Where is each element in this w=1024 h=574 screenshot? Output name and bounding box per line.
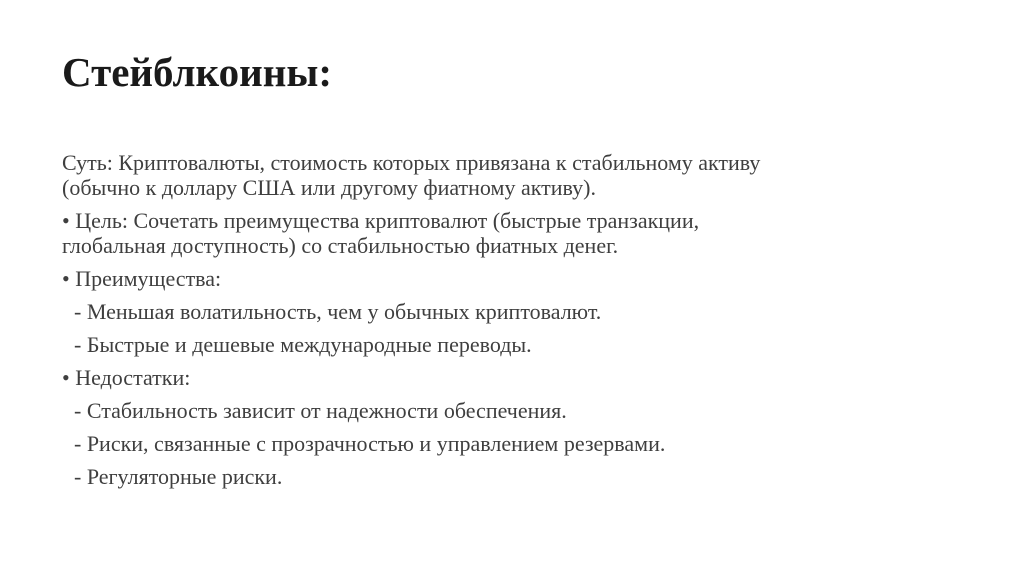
goal-paragraph xyxy=(62,208,962,258)
slide-title: Стейблкоины: xyxy=(62,49,333,95)
intro-line-2: (обычно к доллару США или другому фиатному активу). xyxy=(62,175,596,200)
advantage-item: - Меньшая волатильность, чем у обычных криптовалют. xyxy=(74,299,602,324)
intro-paragraph xyxy=(62,150,962,200)
slide-body xyxy=(62,150,962,497)
disadvantages-heading: • Недостатки: xyxy=(62,365,191,390)
disadvantage-item: - Стабильность зависит от надежности обеспечения. xyxy=(74,398,567,423)
goal-line-1: • Цель: Сочетать преимущества криптовалют (быстрые транзакции, xyxy=(62,208,700,233)
disadvantage-item: - Риски, связанные с прозрачностью и управлением резервами. xyxy=(74,431,666,456)
advantages-heading: • Преимущества: xyxy=(62,266,222,291)
intro-line-1: Суть: Криптовалюты, стоимость которых привязана к стабильному активу xyxy=(62,150,761,175)
goal-line-2: глобальная доступность) со стабильностью фиатных денег. xyxy=(62,233,619,258)
disadvantage-item: - Регуляторные риски. xyxy=(74,464,283,489)
advantage-item: - Быстрые и дешевые международные переводы. xyxy=(74,332,532,357)
